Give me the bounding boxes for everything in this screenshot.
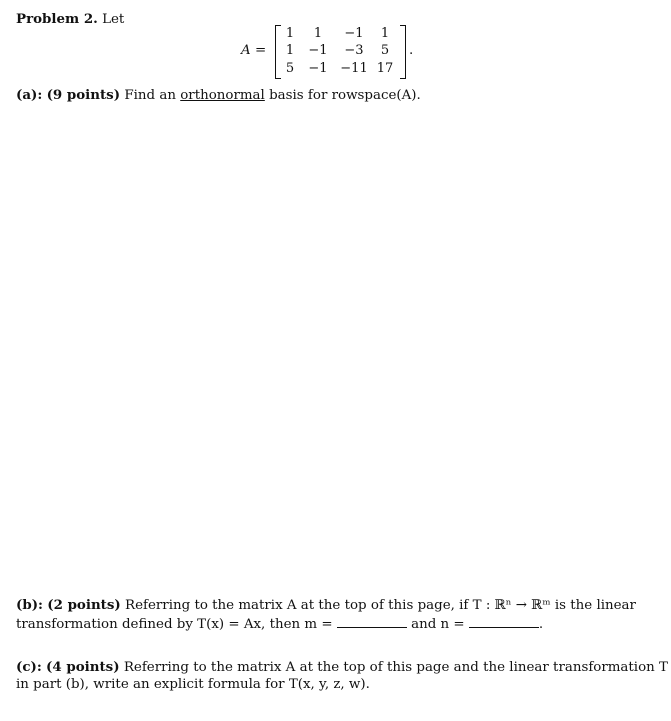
part-a-points: (9 points) xyxy=(46,87,121,103)
matrix-cell: 1 xyxy=(285,26,295,41)
part-b-points: (2 points) xyxy=(47,597,121,613)
problem-label: Problem 2. xyxy=(16,11,98,27)
part-b-line1 xyxy=(16,597,636,613)
part-a-question xyxy=(16,87,421,103)
matrix-cell: 1 xyxy=(380,26,390,41)
matrix-cell: 17 xyxy=(376,61,394,76)
part-a-text2: basis for rowspace(A). xyxy=(269,88,421,103)
part-b-line2 xyxy=(16,615,543,632)
matrix-cell: 5 xyxy=(380,43,390,58)
part-b-text-line1: Referring to the matrix A at the top of this page, if T : ℝⁿ → ℝᵐ is the linear xyxy=(125,598,636,613)
problem-intro: Let xyxy=(102,12,125,27)
part-c-line1 xyxy=(16,659,668,675)
n-answer-blank[interactable] xyxy=(469,615,539,628)
part-b-label: (b): xyxy=(16,597,43,613)
part-a-label: (a): xyxy=(16,87,43,103)
part-b-text-line2b: and n = xyxy=(411,617,465,632)
matrix-cell: 5 xyxy=(285,61,295,76)
matrix-cell: −1 xyxy=(308,61,328,76)
part-b-text-line2a: transformation defined by T(x) = Ax, then m = xyxy=(16,617,333,632)
part-c-text-line2: in part (b), write an explicit formula for T(x, y, z, w). xyxy=(16,677,370,692)
matrix-cell: 1 xyxy=(313,26,323,41)
problem-header xyxy=(16,11,124,27)
part-c-label: (c): xyxy=(16,659,42,675)
part-c-points: (4 points) xyxy=(46,659,120,675)
part-c-text-line1: Referring to the matrix A at the top of this page and the linear transformation T xyxy=(123,660,668,675)
part-c-line2 xyxy=(16,677,370,692)
part-a-underlined: orthonormal xyxy=(180,88,265,103)
matrix-equals: = xyxy=(255,43,267,58)
matrix-cell: −11 xyxy=(340,61,368,76)
matrix-cell: −1 xyxy=(344,26,364,41)
matrix-period: . xyxy=(409,43,414,58)
matrix-name: A xyxy=(241,43,251,58)
matrix-cell: 1 xyxy=(285,43,295,58)
m-answer-blank[interactable] xyxy=(337,615,407,628)
part-a-text1: Find an xyxy=(124,88,176,103)
part-b-text-line2c: . xyxy=(538,617,544,632)
matrix-cell: −1 xyxy=(308,43,328,58)
matrix-cell: −3 xyxy=(344,43,364,58)
matrix-right-bracket xyxy=(400,25,406,79)
